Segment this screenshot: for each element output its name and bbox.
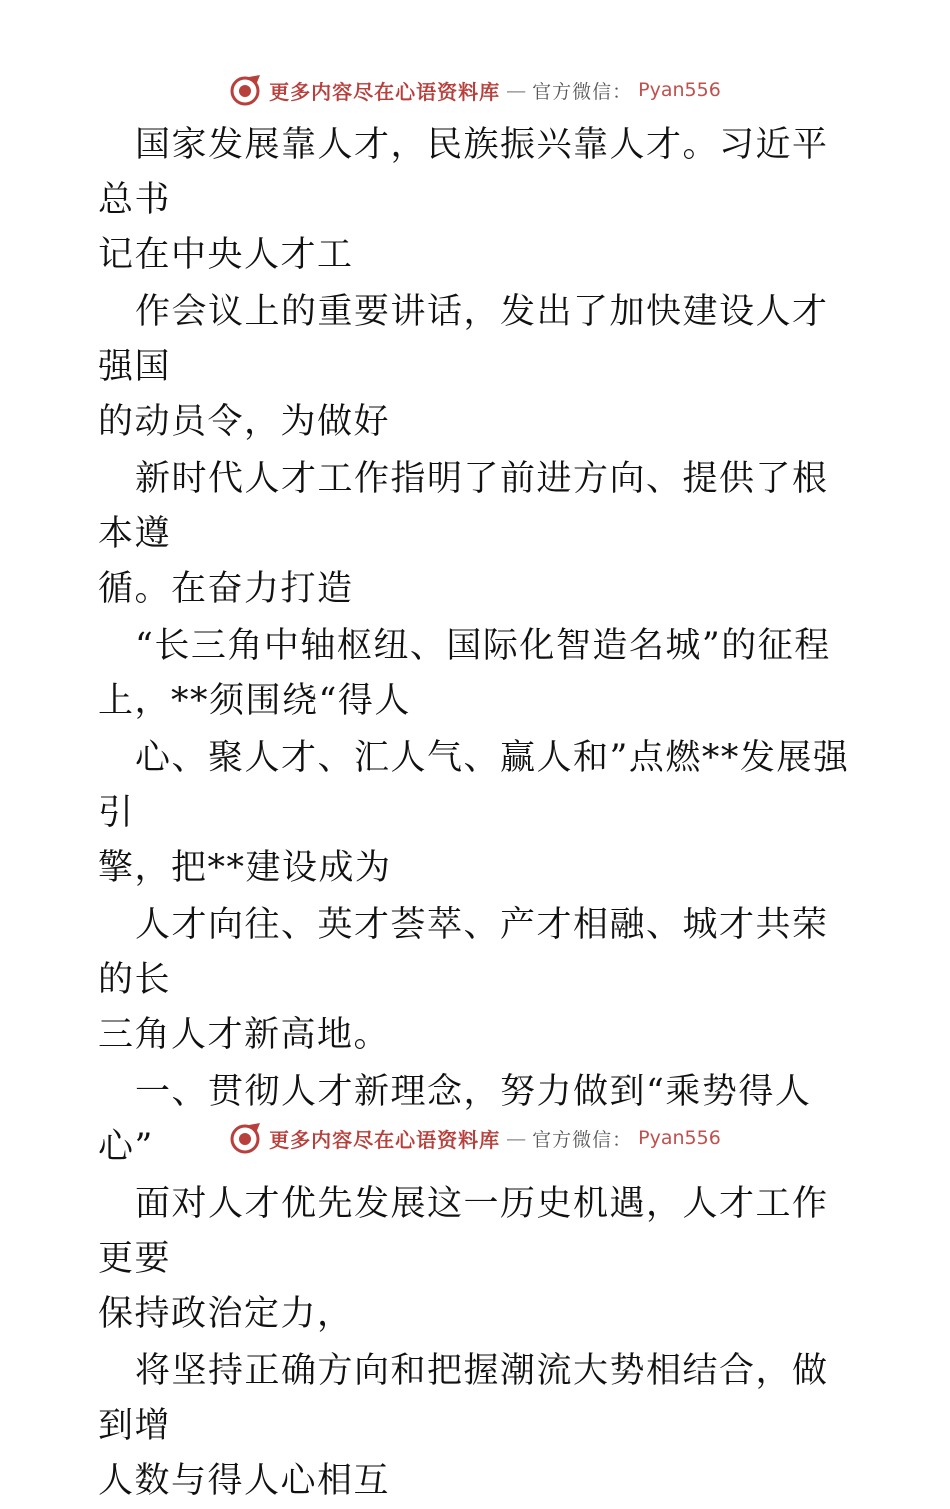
text-line: 作会议上的重要讲话，发出了加快建设人才强国 [98,292,829,387]
text-line: 人才向往、英才荟萃、产才相融、城才共荣的长 [98,905,829,1000]
section-heading: 一、贯彻人才新理念，努力做到“乘势得人心” [98,1072,812,1167]
banner-wechat-id: Pyan556 [638,79,721,101]
text-line: 擎，把**建设成为 [98,848,392,888]
text-line: 三角人才新高地。 [98,1015,391,1055]
paragraph [98,1177,858,1342]
banner-title: 更多内容尽在心语资料库 [269,79,501,104]
banner-separator: — [506,1126,527,1150]
text-line: 的动员令，为做好 [98,402,391,442]
text-line: 面对人才优先发展这一历史机遇，人才工作更要 [98,1184,829,1279]
paragraph [98,898,858,1063]
text-line: 人数与得人心相互 [98,1461,391,1501]
paragraph [98,285,858,450]
banner-wechat-label: 官方微信： [532,80,633,103]
text-line: 记在中央人才工 [98,235,354,275]
footer-banner [0,1118,950,1158]
text-line: 保持政治定力， [98,1294,354,1334]
pen-logo-icon [229,1121,263,1155]
paragraph [98,452,858,617]
paragraph [98,619,858,729]
banner-separator: — [506,78,527,102]
text-line: 新时代人才工作指明了前进方向、提供了根本遵 [98,459,829,554]
pen-logo-icon [229,73,263,107]
paragraph [98,731,858,896]
text-line: “长三角中轴枢纽、国际化智造名城”的征程 [135,626,831,666]
paragraph [98,118,858,283]
text-line: 上，**须围绕“得人 [98,681,411,721]
text-line: 将坚持正确方向和把握潮流大势相结合，做到增 [98,1351,829,1446]
header-banner [0,70,950,110]
text-line: 心、聚人才、汇人气、赢人和”点燃**发展强引 [98,738,850,833]
banner-wechat-label: 官方微信： [532,1128,633,1151]
banner-title: 更多内容尽在心语资料库 [269,1127,501,1152]
text-line: 循。在奋力打造 [98,569,354,609]
text-line: 国家发展靠人才，民族振兴靠人才。习近平总书 [98,125,829,220]
document-body [98,118,858,1509]
paragraph [98,1344,858,1509]
banner-wechat-id: Pyan556 [638,1127,721,1149]
